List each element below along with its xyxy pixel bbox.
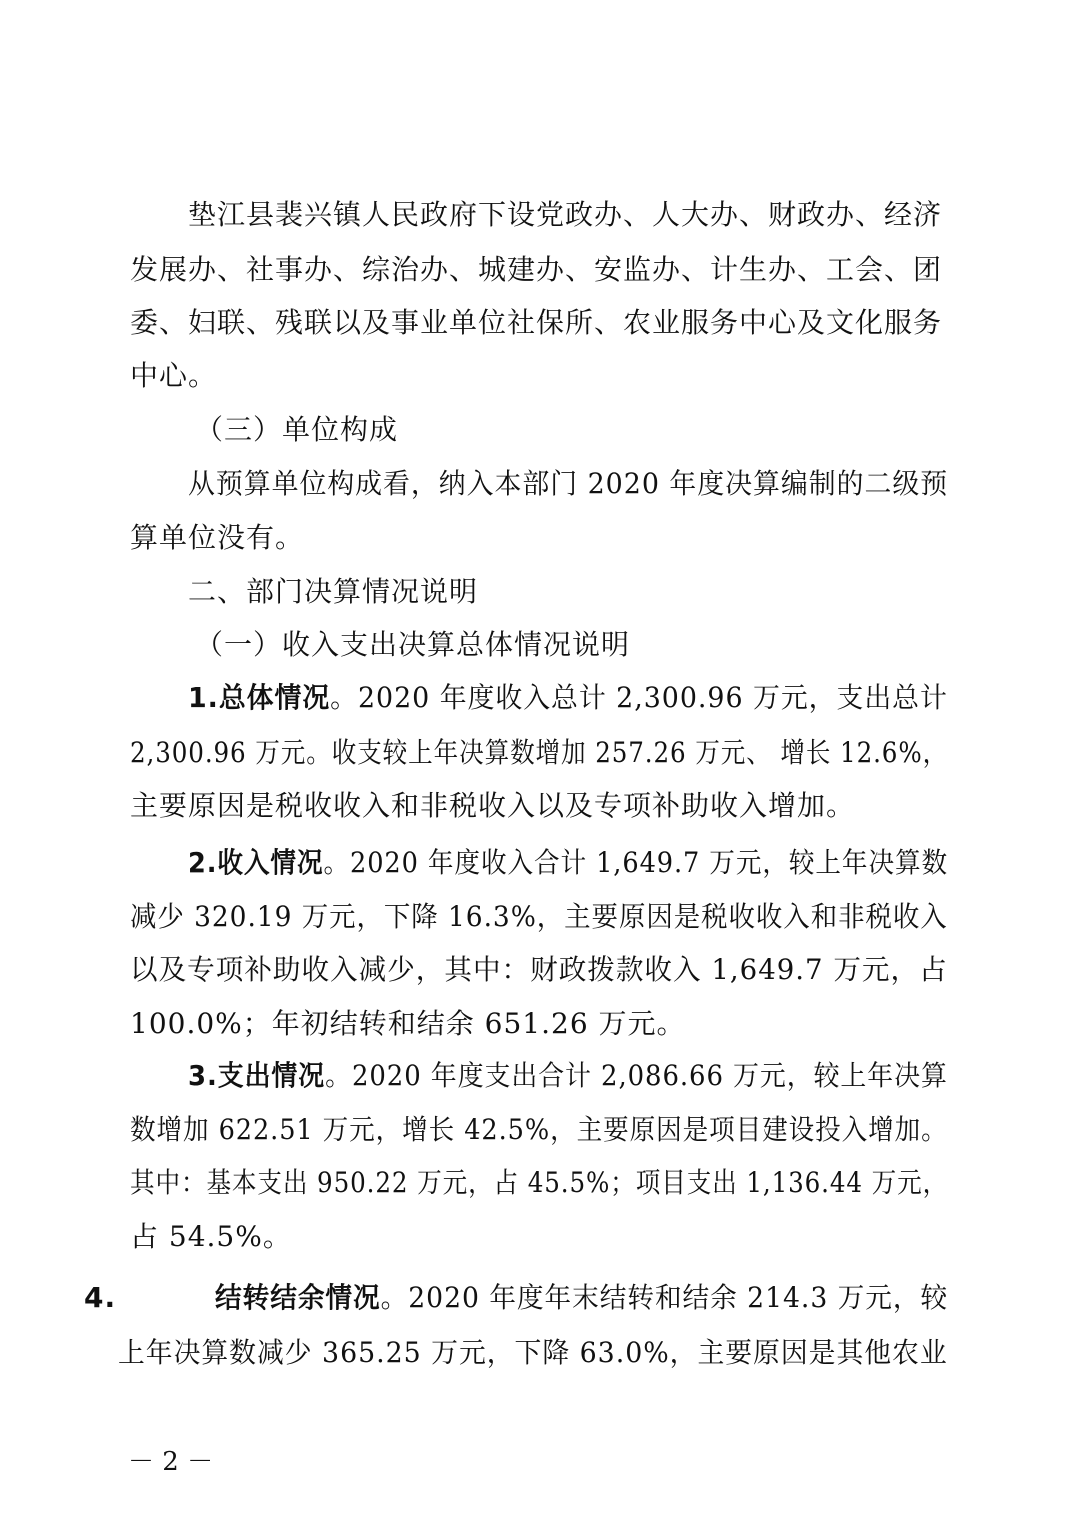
para1-line2: 发展办、社事办、综治办、城建办、安监办、计生办、工会、团 [130, 253, 943, 286]
item2-title: 收入情况 [217, 846, 324, 879]
page-number: － 2 － [128, 1447, 214, 1477]
item4-line2: 上年决算数减少 365.25 万元，下降 63.0%，主要原因是其他农业 [118, 1336, 948, 1369]
item2-line1 [188, 843, 948, 883]
para2-line2: 算单位没有。 [130, 521, 305, 554]
heading-section-2: 二、部门决算情况说明 [188, 575, 479, 608]
item2-line3: 以及专项补助收入减少，其中：财政拨款收入 1,649.7 万元，占 [130, 953, 948, 986]
item4-number: 4. [84, 1281, 117, 1314]
item4-title: 结转结余情况 [215, 1281, 381, 1314]
item3-line4: 占 54.5%。 [130, 1220, 292, 1253]
item2-line2: 减少 320.19 万元，下降 16.3%，主要原因是税收收入和非税收入 [130, 900, 948, 933]
item4-text1: 。2020 年度年末结转和结余 214.3 万元，较 [380, 1281, 949, 1314]
item4-line1 [215, 1278, 948, 1318]
item2-number: 2. [188, 846, 218, 879]
item1-line3: 主要原因是税收收入和非税收入以及专项补助收入增加。 [130, 789, 856, 822]
para2-line1: 从预算单位构成看，纳入本部门 2020 年度决算编制的二级预 [188, 467, 949, 500]
para1-line3: 委、妇联、残联以及事业单位社保所、农业服务中心及文化服务 [130, 306, 943, 339]
item3-line2: 数增加 622.51 万元，增长 42.5%，主要原因是项目建设投入增加。 [130, 1113, 948, 1146]
item2-text1: 。2020 年度收入合计 1,649.7 万元，较上年决算数 [323, 846, 949, 879]
item1-line2: 2,300.96 万元。收支较上年决算数增加 257.26 万元、 增长 12.6%， [130, 736, 949, 769]
item1-title: 总体情况 [218, 681, 331, 714]
para1-line4: 中心。 [130, 359, 218, 392]
heading-unit-composition: （三）单位构成 [195, 413, 399, 446]
item3-title: 支出情况 [217, 1059, 326, 1092]
para1-line1: 垫江县裴兴镇人民政府下设党政办、人大办、财政办、经济 [188, 198, 943, 231]
item2-line4: 100.0%；年初结转和结余 651.26 万元。 [130, 1007, 686, 1040]
item3-line3: 其中：基本支出 950.22 万元，占 45.5%；项目支出 1,136.44 万元， [130, 1166, 949, 1199]
item1-number: 1. [188, 681, 219, 714]
item1-line1 [188, 678, 948, 718]
item3-line1 [188, 1056, 948, 1096]
item3-number: 3. [188, 1059, 218, 1092]
heading-sub-1: （一）收入支出决算总体情况说明 [195, 628, 631, 661]
item1-text1: 。2020 年度收入总计 2,300.96 万元，支出总计 [330, 681, 948, 714]
item3-text1: 。2020 年度支出合计 2,086.66 万元，较上年决算 [325, 1059, 948, 1092]
